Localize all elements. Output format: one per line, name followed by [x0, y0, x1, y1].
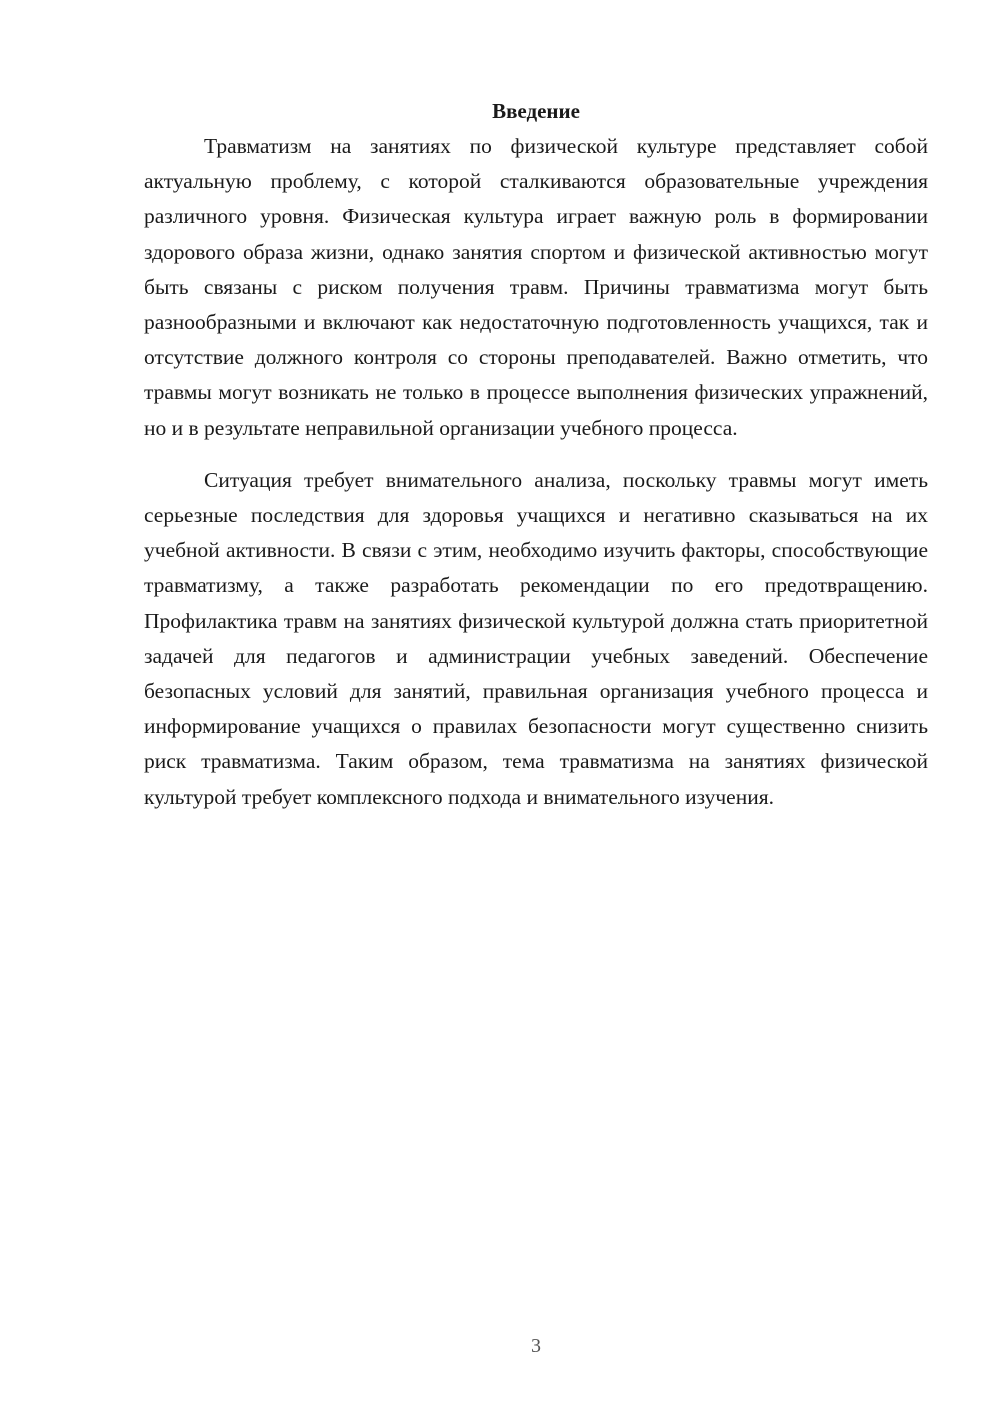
page-number: 3: [531, 1335, 541, 1357]
paragraph-2: Ситуация требует внимательного анализа, поскольку травмы могут иметь серьезные последствия для здоровья учащихся и негативно сказываться на их учебной активности. В связи с этим, необходимо изучить факторы, способствующие травматизму, а также разработать рекомендации по его предотвращению. Профилактика травм на занятиях физической культурой должна стать приоритетной задачей для педагогов и администрации учебных заведений. Обеспечение безопасных условий для занятий, правильная организация учебного процесса и информирование учащихся о правилах безопасности могут существенно снизить риск травматизма. Таким образом, тема травматизма на занятиях физической культурой требует комплексного подхода и внимательного изучения.: [144, 467, 928, 809]
page-content: [144, 95, 928, 815]
section-title: Введение: [492, 99, 580, 123]
paragraph-1: Травматизм на занятиях по физической культуре представляет собой актуальную проблему, с которой сталкиваются образовательные учреждения различного уровня. Физическая культура играет важную роль в формировании здорового образа жизни, однако занятия спортом и физической активностью могут быть связаны с риском получения травм. Причины травматизма могут быть разнообразными и включают как недостаточную подготовленность учащихся, так и отсутствие должного контроля со стороны преподавателей. Важно отметить, что травмы могут возникать не только в процессе выполнения физических упражнений, но и в результате неправильной организации учебного процесса.: [144, 134, 928, 440]
